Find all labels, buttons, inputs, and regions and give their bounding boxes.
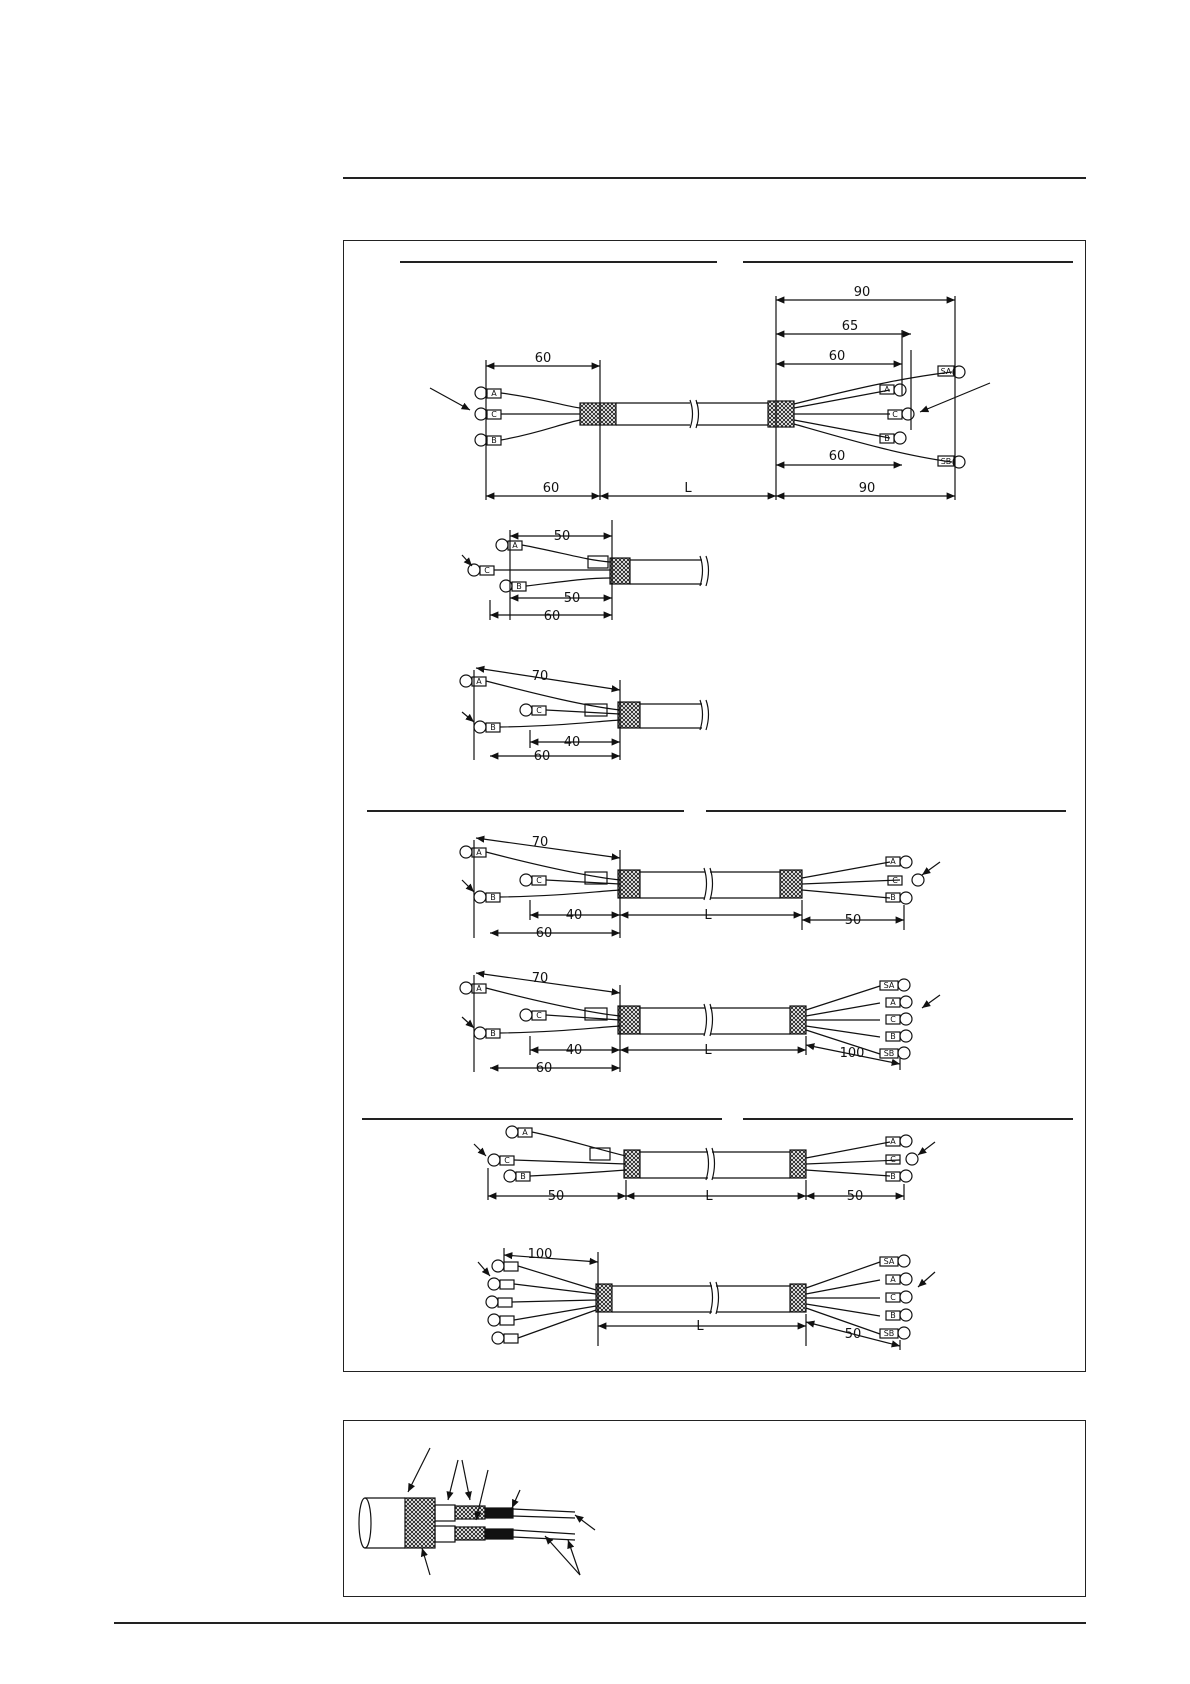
- d1-tag-right-a: A: [884, 385, 890, 394]
- d5-tag-left-b: B: [490, 1029, 496, 1038]
- cable-cross-section-icon: [359, 1448, 595, 1575]
- d2-tag-c: C: [484, 566, 490, 575]
- d5-tag-right-b: B: [890, 1032, 896, 1041]
- d3-tag-a: A: [476, 677, 482, 686]
- d1-dim-left-top: 60: [534, 351, 552, 366]
- d2-dim-top: 50: [553, 529, 571, 544]
- d4-dim-L: L: [704, 908, 712, 923]
- d5-dim-left-bottom: 60: [535, 1061, 553, 1076]
- d7-tag-right-b: B: [890, 1311, 896, 1320]
- d1-tag-right-b: B: [884, 434, 890, 443]
- d4-dim-left-mid: 40: [565, 908, 583, 923]
- d6-dim-right: 50: [846, 1189, 864, 1204]
- d3-dim-mid: 40: [563, 735, 581, 750]
- d7-dim-L: L: [696, 1319, 704, 1334]
- d4-dim-left-bottom: 60: [535, 926, 553, 941]
- d5-dim-right: 100: [839, 1046, 865, 1061]
- d1-dim-60-bottom: 60: [828, 449, 846, 464]
- d1-tag-right-c: C: [892, 410, 898, 419]
- d6-tag-right-a: A: [890, 1137, 896, 1146]
- d1-dim-60-top: 60: [828, 349, 846, 364]
- d5-tag-left-c: C: [536, 1011, 542, 1020]
- d4-tag-right-c: C: [892, 876, 898, 885]
- d4-tag-right-a: A: [890, 857, 896, 866]
- d1-tag-left-c: C: [491, 410, 497, 419]
- d1-tag-left-b: B: [491, 436, 497, 445]
- d7-tag-right-a: A: [890, 1275, 896, 1284]
- d6-tag-left-b: B: [520, 1172, 526, 1181]
- d1-tag-right-sa: SA: [940, 367, 952, 376]
- d5-dim-top: 70: [531, 971, 549, 986]
- d6-tag-left-c: C: [504, 1156, 510, 1165]
- d4-tag-left-b: B: [490, 893, 496, 902]
- d7-dim-top: 100: [527, 1247, 553, 1262]
- d1-dim-left-bottom: 60: [542, 481, 560, 496]
- d5-tag-right-c: C: [890, 1015, 896, 1024]
- d1-tag-left-a: A: [491, 389, 497, 398]
- d5-tag-right-sb: SB: [883, 1049, 895, 1058]
- d7-dim-right: 50: [844, 1327, 862, 1342]
- drawing-7-cable: [478, 1248, 935, 1350]
- d5-dim-L: L: [704, 1043, 712, 1058]
- d7-tag-right-c: C: [890, 1293, 896, 1302]
- d1-dim-L: L: [684, 481, 692, 496]
- d1-dim-90-bottom: 90: [858, 481, 876, 496]
- d2-dim-mid: 50: [563, 591, 581, 606]
- d2-dim-bottom: 60: [543, 609, 561, 624]
- drawing-2-cable: [462, 520, 709, 620]
- d4-tag-right-b: B: [890, 893, 896, 902]
- d3-tag-b: B: [490, 723, 496, 732]
- d5-tag-left-a: A: [476, 984, 482, 993]
- d3-dim-bottom: 60: [533, 749, 551, 764]
- drawing-1-cable: [430, 296, 990, 500]
- drawing-5-cable: [460, 973, 940, 1072]
- d3-tag-c: C: [536, 706, 542, 715]
- drawing-4-cable: [460, 838, 940, 938]
- d2-tag-a: A: [512, 541, 518, 550]
- d6-tag-right-b: B: [890, 1172, 896, 1181]
- d6-dim-L: L: [705, 1189, 713, 1204]
- d1-dim-90-top: 90: [853, 285, 871, 300]
- d5-tag-right-sa: SA: [883, 981, 895, 990]
- d4-dim-top: 70: [531, 835, 549, 850]
- d2-tag-b: B: [516, 582, 522, 591]
- d1-tag-right-sb: SB: [940, 457, 952, 466]
- d5-dim-left-mid: 40: [565, 1043, 583, 1058]
- d4-dim-right: 50: [844, 913, 862, 928]
- d7-tag-right-sa: SA: [883, 1257, 895, 1266]
- drawing-3-cable: [460, 668, 709, 760]
- d4-tag-left-c: C: [536, 876, 542, 885]
- d5-tag-right-a: A: [890, 998, 896, 1007]
- d4-tag-left-a: A: [476, 848, 482, 857]
- d6-tag-right-c: C: [890, 1155, 896, 1164]
- d6-dim-left: 50: [547, 1189, 565, 1204]
- d3-dim-top: 70: [531, 669, 549, 684]
- d1-dim-65: 65: [841, 319, 859, 334]
- d6-tag-left-a: A: [522, 1128, 528, 1137]
- d7-tag-right-sb: SB: [883, 1329, 895, 1338]
